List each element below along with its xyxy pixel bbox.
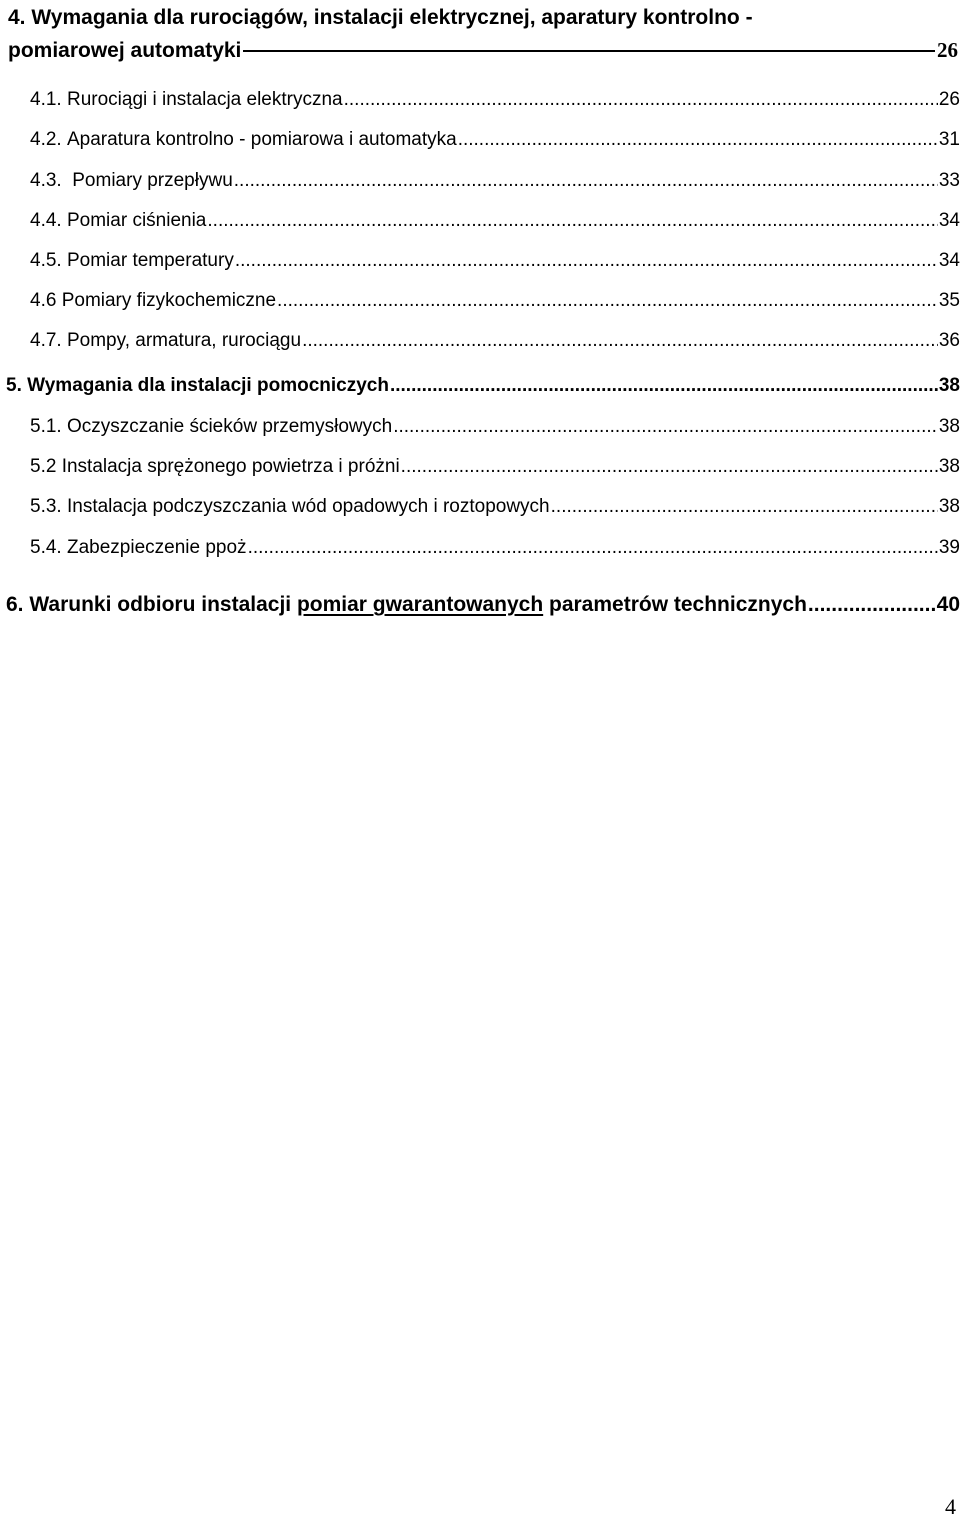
toc-entry-6[interactable]	[6, 593, 960, 617]
toc-entry-title: Instalacja podczyszczania wód opadowych i roztopowych	[66, 496, 550, 517]
toc-entry-title: Pomiar ciśnienia	[66, 210, 207, 231]
toc-entry-title-part-c: parametrów technicznych	[543, 593, 807, 616]
toc-page-number: 38	[938, 416, 960, 437]
toc-heading-line2	[8, 34, 958, 67]
toc-entry-4-7[interactable]	[30, 329, 960, 353]
toc-entry-title: Wymagania dla instalacji pomocniczych	[27, 375, 389, 396]
toc-page-number: 33	[938, 170, 960, 191]
toc-entry-4-2[interactable]	[30, 128, 960, 152]
toc-entry-number: 5.1.	[30, 416, 62, 437]
toc-entry-title: Zabezpieczenie ppoż	[66, 537, 247, 558]
toc-entry-4-6[interactable]	[30, 289, 960, 313]
toc-entry-number: 6.	[6, 593, 24, 616]
toc-entry-title: Aparatura kontrolno - pomiarowa i automatyka	[66, 129, 457, 150]
toc-leader-dots	[207, 209, 937, 233]
toc-leader-dots	[302, 329, 938, 353]
toc-entry-title: Pomiar temperatury	[66, 250, 234, 271]
toc-entry-5-2[interactable]	[30, 455, 960, 479]
toc-entry-5-3[interactable]	[30, 495, 960, 519]
toc-entry-title-part-a: Warunki odbioru instalacji	[29, 593, 297, 616]
toc-leader-dots	[344, 88, 938, 112]
toc-leader-dots	[234, 169, 938, 193]
toc-page-number: 39	[938, 537, 960, 558]
toc-heading-4[interactable]	[8, 2, 958, 67]
toc-entry-5-1[interactable]	[30, 415, 960, 439]
toc-entry-number: 5.	[6, 375, 22, 396]
toc-leader-dots	[390, 374, 938, 398]
toc-leader-line	[243, 50, 935, 52]
toc-entry-number: 4.7.	[30, 330, 62, 351]
toc-entry-4-3[interactable]	[30, 169, 960, 193]
toc-leader-dots	[401, 455, 938, 479]
toc-page-number: 38	[938, 496, 960, 517]
toc-leader-dots	[248, 536, 938, 560]
toc-entry-number: 5.4.	[30, 537, 62, 558]
toc-page-number: 38	[938, 456, 960, 477]
toc-entry-title: Instalacja sprężonego powietrza i próżni	[61, 456, 400, 477]
toc-leader-dots	[551, 495, 938, 519]
toc-heading-line2-text: pomiarowej automatyki	[8, 39, 242, 62]
toc-page-number: 31	[938, 129, 960, 150]
toc-page-number: 26	[937, 38, 958, 62]
toc-entry-title: Pompy, armatura, rurociągu	[66, 330, 302, 351]
toc-page-number: 35	[938, 290, 960, 311]
toc-entry-4-1[interactable]	[30, 88, 960, 112]
toc-leader-dots	[393, 415, 938, 439]
toc-entry-number: 4.6	[30, 290, 57, 311]
toc-page-number: 26	[938, 89, 960, 110]
toc-entry-number: 4.1.	[30, 89, 62, 110]
toc-entry-title-part-b: pomiar gwarantowanych	[296, 593, 544, 616]
toc-entry-number: 4.3.	[30, 170, 62, 191]
toc-heading-line1: 4. Wymagania dla rurociągów, instalacji elektrycznej, aparatury kontrolno -	[8, 6, 753, 29]
toc-entry-5[interactable]	[6, 374, 960, 398]
toc-entry-number: 4.4.	[30, 210, 62, 231]
toc-entry-title: Pomiary fizykochemiczne	[61, 290, 277, 311]
toc-entry-number: 4.5.	[30, 250, 62, 271]
toc-entry-title: Oczyszczanie ścieków przemysłowych	[66, 416, 393, 437]
toc-entry-number: 5.2	[30, 456, 57, 477]
footer-page-number: 4	[945, 1494, 956, 1519]
toc-entry-number: 5.3.	[30, 496, 62, 517]
toc-page-number: 38	[938, 375, 960, 396]
toc-entry-5-4[interactable]	[30, 536, 960, 560]
toc-page-number: 34	[938, 250, 960, 271]
toc-entry-title: Pomiary przepływu	[66, 170, 233, 191]
toc-leader-dots	[808, 593, 936, 617]
toc-leader-dots	[235, 249, 938, 273]
toc-entry-4-4[interactable]	[30, 209, 960, 233]
toc-page-number: 36	[938, 330, 960, 351]
toc-leader-dots	[277, 289, 938, 313]
toc-entry-4-5[interactable]	[30, 249, 960, 273]
toc-page-number: 40	[936, 593, 960, 616]
toc-entry-number: 4.2.	[30, 129, 62, 150]
toc-page-number: 34	[938, 210, 960, 231]
toc-entry-title: Rurociągi i instalacja elektryczna	[66, 89, 343, 110]
toc-leader-dots	[458, 128, 938, 152]
